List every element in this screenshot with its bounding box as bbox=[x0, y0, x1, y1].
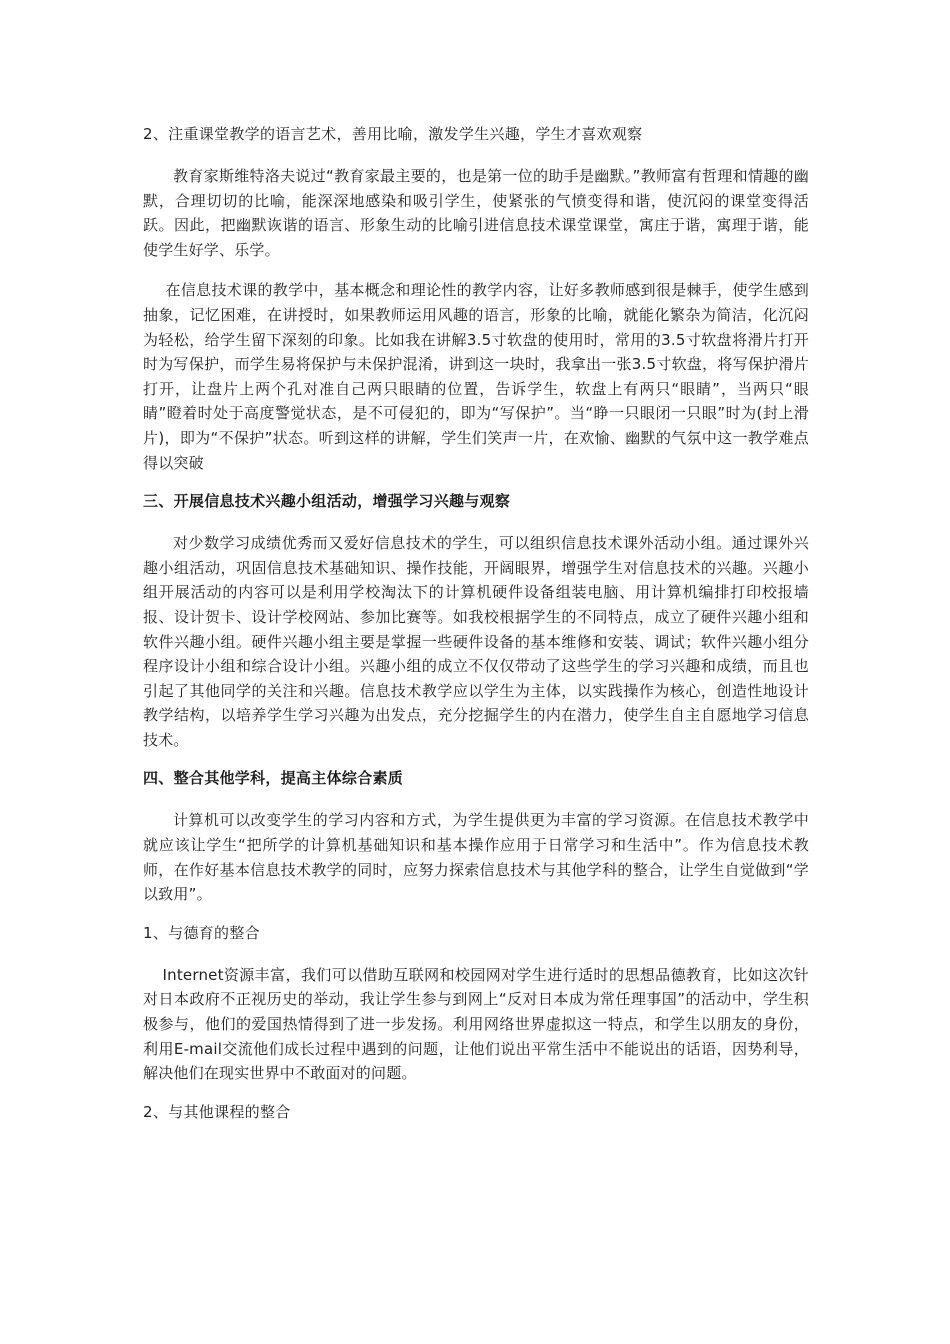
section-heading-integration: 四、整合其他学科，提高主体综合素质 bbox=[143, 769, 404, 788]
document-body bbox=[143, 124, 809, 1142]
subheading-language-art: 2、注重课堂教学的语言艺术，善用比喻，激发学生兴趣，学生才喜欢观察 bbox=[143, 125, 643, 143]
paragraph-interest-groups: 对少数学习成绩优秀而又爱好信息技术的学生，可以组织信息技术课外活动小组。通过课外兴趣小组活动，巩固信息技术基础知识、操作技能，开阔眼界，增强学生对信息技术的兴趣。兴趣小组开展活动的内容可以是利用学校淘汰下的计算机硬件设备组装电脑、用计算机编排打印校报墙报、设计贺卡、设计学校网站、参加比赛等。如我校根据学生的不同特点，成立了硬件兴趣小组和软件兴趣小组。硬件兴趣小组主要是掌握一些硬件设备的基本维修和安装、调试；软件兴趣小组分程序设计小组和综合设计小组。兴趣小组的成立不仅仅带动了这些学生的学习兴趣和成绩，而且也引起了其他同学的关注和兴趣。信息技术教学应以学生为主体，以实践操作为核心，创造性地设计教学结构，以培养学生学习兴趣为出发点，充分挖掘学生的内在潜力，使学生自主自愿地学习信息技术。 bbox=[143, 534, 809, 749]
paragraph-humor-quote: 教育家斯维特洛夫说过“教育家最主要的，也是第一位的助手是幽默。”教师富有哲理和情趣的幽默，合理切切的比喻，能深深地感染和吸引学生，使紧张的气愤变得和谐，使沉闷的课堂变得活跃。因此，把幽默诙谐的语言、形象生动的比喻引进信息技术课堂课堂，寓庄于谐，寓理于谐，能使学生好学、乐学。 bbox=[143, 167, 809, 259]
subheading-other-courses: 2、与其他课程的整合 bbox=[143, 1102, 291, 1121]
section-heading-interest-groups: 三、开展信息技术兴趣小组活动，增强学习兴趣与观察 bbox=[143, 492, 511, 511]
paragraph-moral-education: Internet资源丰富，我们可以借助互联网和校园网对学生进行适时的思想品德教育，比如这次针对日本政府不正视历史的举动，我让学生参与到网上“反对日本成为常任理事国”的活动中，学生积极参与，他们的爱国热情得到了进一步发扬。利用网络世界虚拟这一特点，和学生以朋友的身份，利用E-mail交流他们成长过程中遇到的问题，让他们说出平常生活中不能说出的话语，因势利导，解决他们在现实世界中不敢面对的问题。 bbox=[143, 965, 809, 1083]
paragraph-floppy-disk-example: 在信息技术课的教学中，基本概念和理论性的教学内容，让好多教师感到很是棘手，使学生感到抽象，记忆困难，在讲授时，如果教师运用风趣的语言，形象的比喻，就能化繁杂为简洁，化沉闷为轻松，给学生留下深刻的印象。比如我在讲解3.5寸软盘的使用时，常用的3.5寸软盘将滑片打开时为写保护，而学生易将保护与未保护混淆，讲到这一块时，我拿出一张3.5寸软盘，将写保护滑片打开，让盘片上两个孔对准自己两只眼睛的位置，告诉学生，软盘上有两只“眼睛”，当两只“眼睛”瞪着时处于高度警觉状态，是不可侵犯的，即为“写保护”。当“睁一只眼闭一只眼”时为(封上滑片)，即为“不保护”状态。听到这样的讲解，学生们笑声一片，在欢愉、幽默的气氛中这一教学难点得以突破 bbox=[143, 281, 809, 472]
subheading-moral-education: 1、与德育的整合 bbox=[143, 923, 260, 942]
paragraph-integration: 计算机可以改变学生的学习内容和方式，为学生提供更为丰富的学习资源。在信息技术教学中就应该让学生“把所学的计算机基础知识和基本操作应用于日常学习和生活中”。作为信息技术教师，在作好基本信息技术教学的同时，应努力探索信息技术与其他学科的整合，让学生自觉做到“学以致用”。 bbox=[143, 811, 809, 904]
